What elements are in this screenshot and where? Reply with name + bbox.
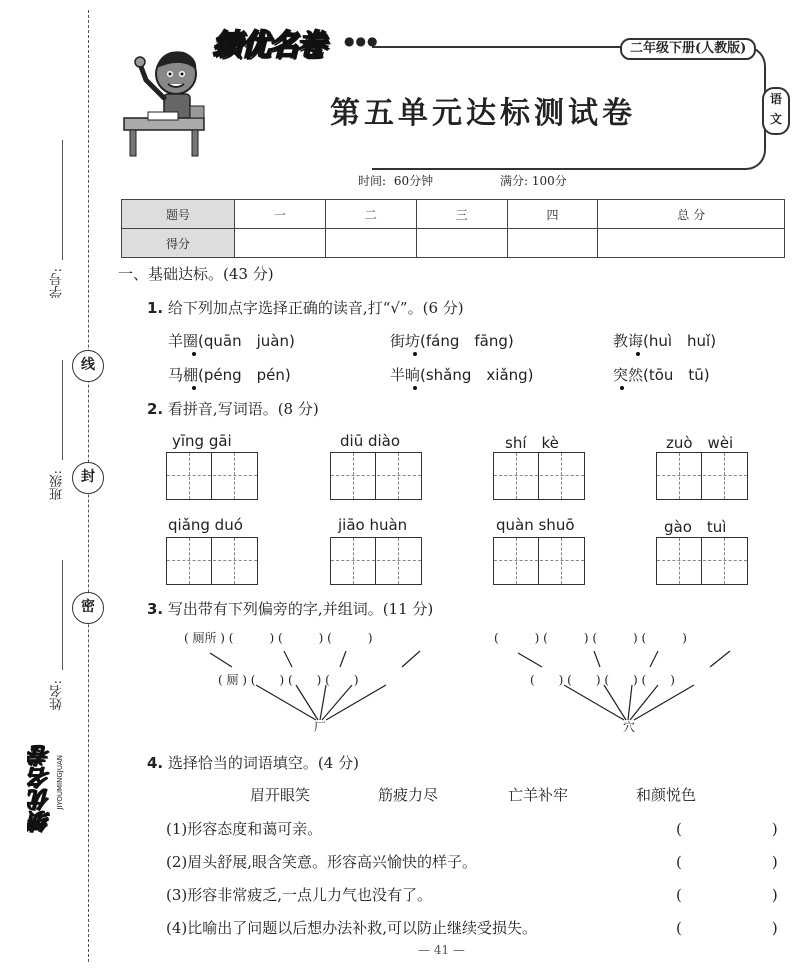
q3-prompt bbox=[147, 598, 433, 619]
q4-word-3: 亡羊补牢 bbox=[508, 786, 569, 804]
cell-question-number-label: 题号 bbox=[122, 200, 235, 229]
answer-blank[interactable]: ( ) bbox=[676, 820, 778, 838]
q2-pinyin-3: shí kè bbox=[505, 434, 559, 452]
q4-prompt bbox=[147, 752, 359, 773]
writing-grid[interactable] bbox=[656, 537, 748, 585]
q2-pinyin-4: zuò wèi bbox=[666, 434, 734, 452]
q1-item-1[interactable]: 羊圈(quān juàn) bbox=[168, 332, 295, 350]
q2-prompt bbox=[147, 398, 319, 419]
q4-number: 4. bbox=[147, 754, 164, 772]
q2-number: 2. bbox=[147, 400, 164, 418]
q4-word-1: 眉开眼笑 bbox=[250, 786, 311, 804]
cell-total: 总 分 bbox=[598, 200, 785, 229]
subject-char-2: 文 bbox=[769, 112, 782, 126]
q1-text: 给下列加点字选择正确的读音,打“√”。(6 分) bbox=[167, 299, 464, 317]
subject-char-1: 语 bbox=[769, 92, 782, 106]
score-table-score-row bbox=[122, 229, 785, 258]
q4-item-4: (4)比喻出了问题以后想办法补救,可以防止继续受损失。 bbox=[166, 919, 538, 937]
emphasis-dot bbox=[192, 386, 196, 390]
class-line bbox=[62, 360, 63, 460]
q4-word-2: 筋疲力尽 bbox=[378, 786, 439, 804]
score-blank[interactable] bbox=[235, 229, 326, 258]
student-number-line bbox=[62, 140, 63, 260]
q2-pinyin-5: qiǎng duó bbox=[168, 516, 243, 534]
q1-item-5[interactable]: 半晌(shǎng xiǎng) bbox=[390, 366, 534, 384]
class-label: 班级: bbox=[50, 470, 65, 501]
q2-pinyin-8: gào tuì bbox=[664, 518, 727, 536]
q3-right-row-1[interactable]: ( ) ( ) ( ) ( ) bbox=[494, 631, 687, 645]
cell-score-label: 得分 bbox=[122, 229, 235, 258]
seal-mi: 密 bbox=[72, 592, 104, 624]
q1-number: 1. bbox=[147, 299, 164, 317]
cell-q3: 三 bbox=[416, 200, 507, 229]
score-blank[interactable] bbox=[598, 229, 785, 258]
score-blank[interactable] bbox=[416, 229, 507, 258]
q1-item-6[interactable]: 突然(tōu tū) bbox=[613, 366, 710, 384]
q3-left-row-2[interactable]: ( 厕 ) ( ) ( ) ( ) bbox=[218, 673, 359, 687]
answer-blank[interactable]: ( ) bbox=[676, 886, 778, 904]
q4-word-4: 和颜悦色 bbox=[636, 786, 697, 804]
grade-badge: 二年级下册(人教版) bbox=[620, 38, 756, 60]
cell-q2: 二 bbox=[325, 200, 416, 229]
q2-text: 看拼音,写词语。(8 分) bbox=[167, 400, 319, 418]
writing-grid[interactable] bbox=[493, 452, 585, 500]
q3-number: 3. bbox=[147, 600, 164, 618]
emphasis-dot bbox=[413, 386, 417, 390]
emphasis-dot bbox=[636, 352, 640, 356]
q3-text: 写出带有下列偏旁的字,并组词。(11 分) bbox=[167, 600, 434, 618]
q4-item-1: (1)形容态度和蔼可亲。 bbox=[166, 820, 323, 838]
q2-pinyin-2: diū diào bbox=[340, 432, 401, 450]
seal-xian: 线 bbox=[72, 350, 104, 382]
emphasis-dot bbox=[413, 352, 417, 356]
section-1-heading: 一、基础达标。(43 分) bbox=[118, 265, 274, 283]
writing-grid[interactable] bbox=[330, 537, 422, 585]
q1-item-2[interactable]: 街坊(fáng fāng) bbox=[390, 332, 514, 350]
cell-q4: 四 bbox=[507, 200, 598, 229]
writing-grid[interactable] bbox=[493, 537, 585, 585]
q2-pinyin-1: yīng gāi bbox=[172, 432, 232, 450]
side-logo bbox=[22, 745, 82, 875]
emphasis-dot bbox=[192, 352, 196, 356]
cartoon-boy-at-desk-illustration bbox=[118, 40, 218, 162]
q3-left-row-1[interactable]: ( 厕所 ) ( ) ( ) ( ) bbox=[184, 631, 373, 645]
brand-logo: 绩优名卷 bbox=[212, 28, 324, 63]
answer-blank[interactable]: ( ) bbox=[676, 853, 778, 871]
subject-badge bbox=[762, 87, 790, 135]
q4-item-3: (3)形容非常疲乏,一点儿力气也没有了。 bbox=[166, 886, 433, 904]
student-number-label: 学号: bbox=[50, 268, 65, 299]
q1-item-3[interactable]: 教诲(huì huǐ) bbox=[613, 332, 717, 350]
score-table bbox=[121, 199, 785, 258]
writing-grid[interactable] bbox=[166, 537, 258, 585]
score-blank[interactable] bbox=[507, 229, 598, 258]
q4-text: 选择恰当的词语填空。(4 分) bbox=[167, 754, 359, 772]
seal-feng: 封 bbox=[72, 462, 104, 494]
q3-right-radical: 穴 bbox=[623, 720, 636, 734]
score-blank[interactable] bbox=[325, 229, 416, 258]
page-number: — 41 — bbox=[418, 943, 465, 957]
q1-item-4[interactable]: 马棚(péng pén) bbox=[168, 366, 291, 384]
side-logo-text: 绩优名卷 bbox=[29, 745, 54, 833]
radical-tree-lines bbox=[180, 645, 770, 725]
name-line bbox=[62, 560, 63, 670]
answer-blank[interactable]: ( ) bbox=[676, 919, 778, 937]
q3-left-radical: 厂 bbox=[314, 720, 327, 734]
logo-dots: ●●● bbox=[344, 34, 379, 48]
q2-pinyin-6: jiāo huàn bbox=[338, 516, 408, 534]
full-score: 满分: 100分 bbox=[500, 174, 567, 188]
name-label: 姓名: bbox=[50, 680, 65, 711]
q2-pinyin-7: quàn shuō bbox=[496, 516, 575, 534]
q4-item-2: (2)眉头舒展,眼含笑意。形容高兴愉快的样子。 bbox=[166, 853, 478, 871]
writing-grid[interactable] bbox=[166, 452, 258, 500]
q3-right-row-2[interactable]: ( ) ( ) ( ) ( ) bbox=[530, 673, 675, 687]
side-logo-pinyin: JIYOUMINGJUAN bbox=[56, 755, 64, 810]
writing-grid[interactable] bbox=[656, 452, 748, 500]
cell-q1: 一 bbox=[235, 200, 326, 229]
score-table-header-row bbox=[122, 200, 785, 229]
emphasis-dot bbox=[620, 386, 624, 390]
writing-grid[interactable] bbox=[330, 452, 422, 500]
exam-time: 时间: 60分钟 bbox=[358, 174, 434, 188]
page-title: 第五单元达标测试卷 bbox=[330, 96, 636, 131]
q1-prompt bbox=[147, 297, 464, 318]
